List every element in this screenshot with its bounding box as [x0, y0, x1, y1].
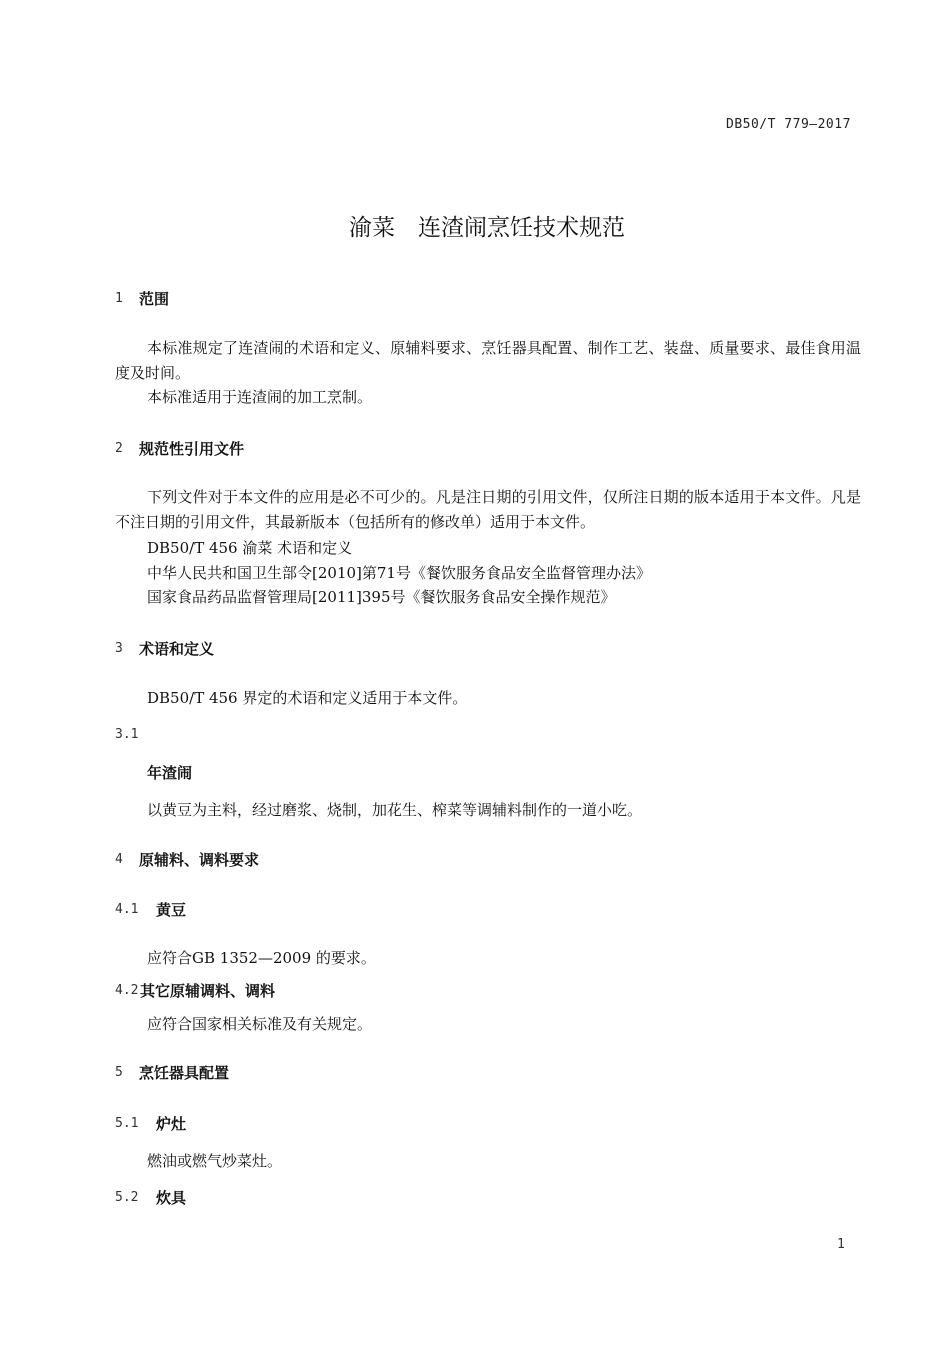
section-2-number: 2 — [115, 441, 123, 456]
reference-item: 中华人民共和国卫生部令[2010]第71号《餐饮服务食品安全监督管理办法》 — [147, 564, 651, 582]
section-1-number: 1 — [115, 291, 123, 306]
page-number: 1 — [837, 1237, 845, 1252]
subsection-4-2-text: 应符合国家相关标准及有关规定。 — [147, 1015, 373, 1033]
subsection-4-1-text: 应符合GB 1352—2009 的要求。 — [147, 949, 376, 967]
subsection-5-1-number: 5.1 — [115, 1116, 139, 1131]
section-1-heading: 范围 — [139, 290, 170, 308]
subsection-5-2-heading: 炊具 — [156, 1189, 187, 1207]
section-1-paragraph-2: 本标准适用于连渣闹的加工烹制。 — [147, 388, 373, 406]
subsection-3-1-number: 3.1 — [115, 727, 139, 742]
section-2-heading: 规范性引用文件 — [139, 440, 245, 458]
term-definition: 以黄豆为主料，经过磨浆、烧制，加花生、榨菜等调辅料制作的一道小吃。 — [147, 801, 643, 819]
section-1-paragraph-1: 本标准规定了连渣闹的术语和定义、原辅料要求、烹饪器具配置、制作工艺、装盘、质量要求、最佳食用温度及时间。 — [115, 339, 861, 382]
subsection-5-1-text: 燃油或燃气炒菜灶。 — [147, 1152, 283, 1170]
document-title: 渝菜 连渣闹烹饪技术规范 — [349, 215, 625, 241]
section-4-heading: 原辅料、调料要求 — [139, 851, 260, 869]
section-4-number: 4 — [115, 852, 123, 867]
subsection-4-1-number: 4.1 — [115, 902, 139, 917]
subsection-4-2-number: 4.2 — [115, 983, 139, 998]
subsection-5-2-number: 5.2 — [115, 1190, 139, 1205]
subsection-4-1-heading: 黄豆 — [156, 901, 187, 919]
section-2-paragraph-1: 下列文件对于本文件的应用是必不可少的。凡是注日期的引用文件，仅所注日期的版本适用于本文件。凡是不注日期的引用文件，其最新版本（包括所有的修改单）适用于本文件。 — [115, 488, 861, 531]
section-3-heading: 术语和定义 — [139, 640, 215, 658]
section-3-paragraph-1: DB50/T 456 界定的术语和定义适用于本文件。 — [147, 689, 468, 707]
standard-code: DB50/T 779—2017 — [726, 117, 851, 132]
section-5-number: 5 — [115, 1065, 123, 1080]
subsection-5-1-heading: 炉灶 — [156, 1115, 187, 1133]
reference-item: 国家食品药品监督管理局[2011]395号《餐饮服务食品安全操作规范》 — [147, 588, 616, 606]
reference-item: DB50/T 456 渝菜 术语和定义 — [147, 539, 353, 557]
section-5-heading: 烹饪器具配置 — [139, 1064, 230, 1082]
subsection-4-2-heading: 其它原辅调料、调料 — [140, 982, 276, 1000]
section-3-number: 3 — [115, 641, 123, 656]
term-heading: 年渣闹 — [147, 764, 193, 782]
